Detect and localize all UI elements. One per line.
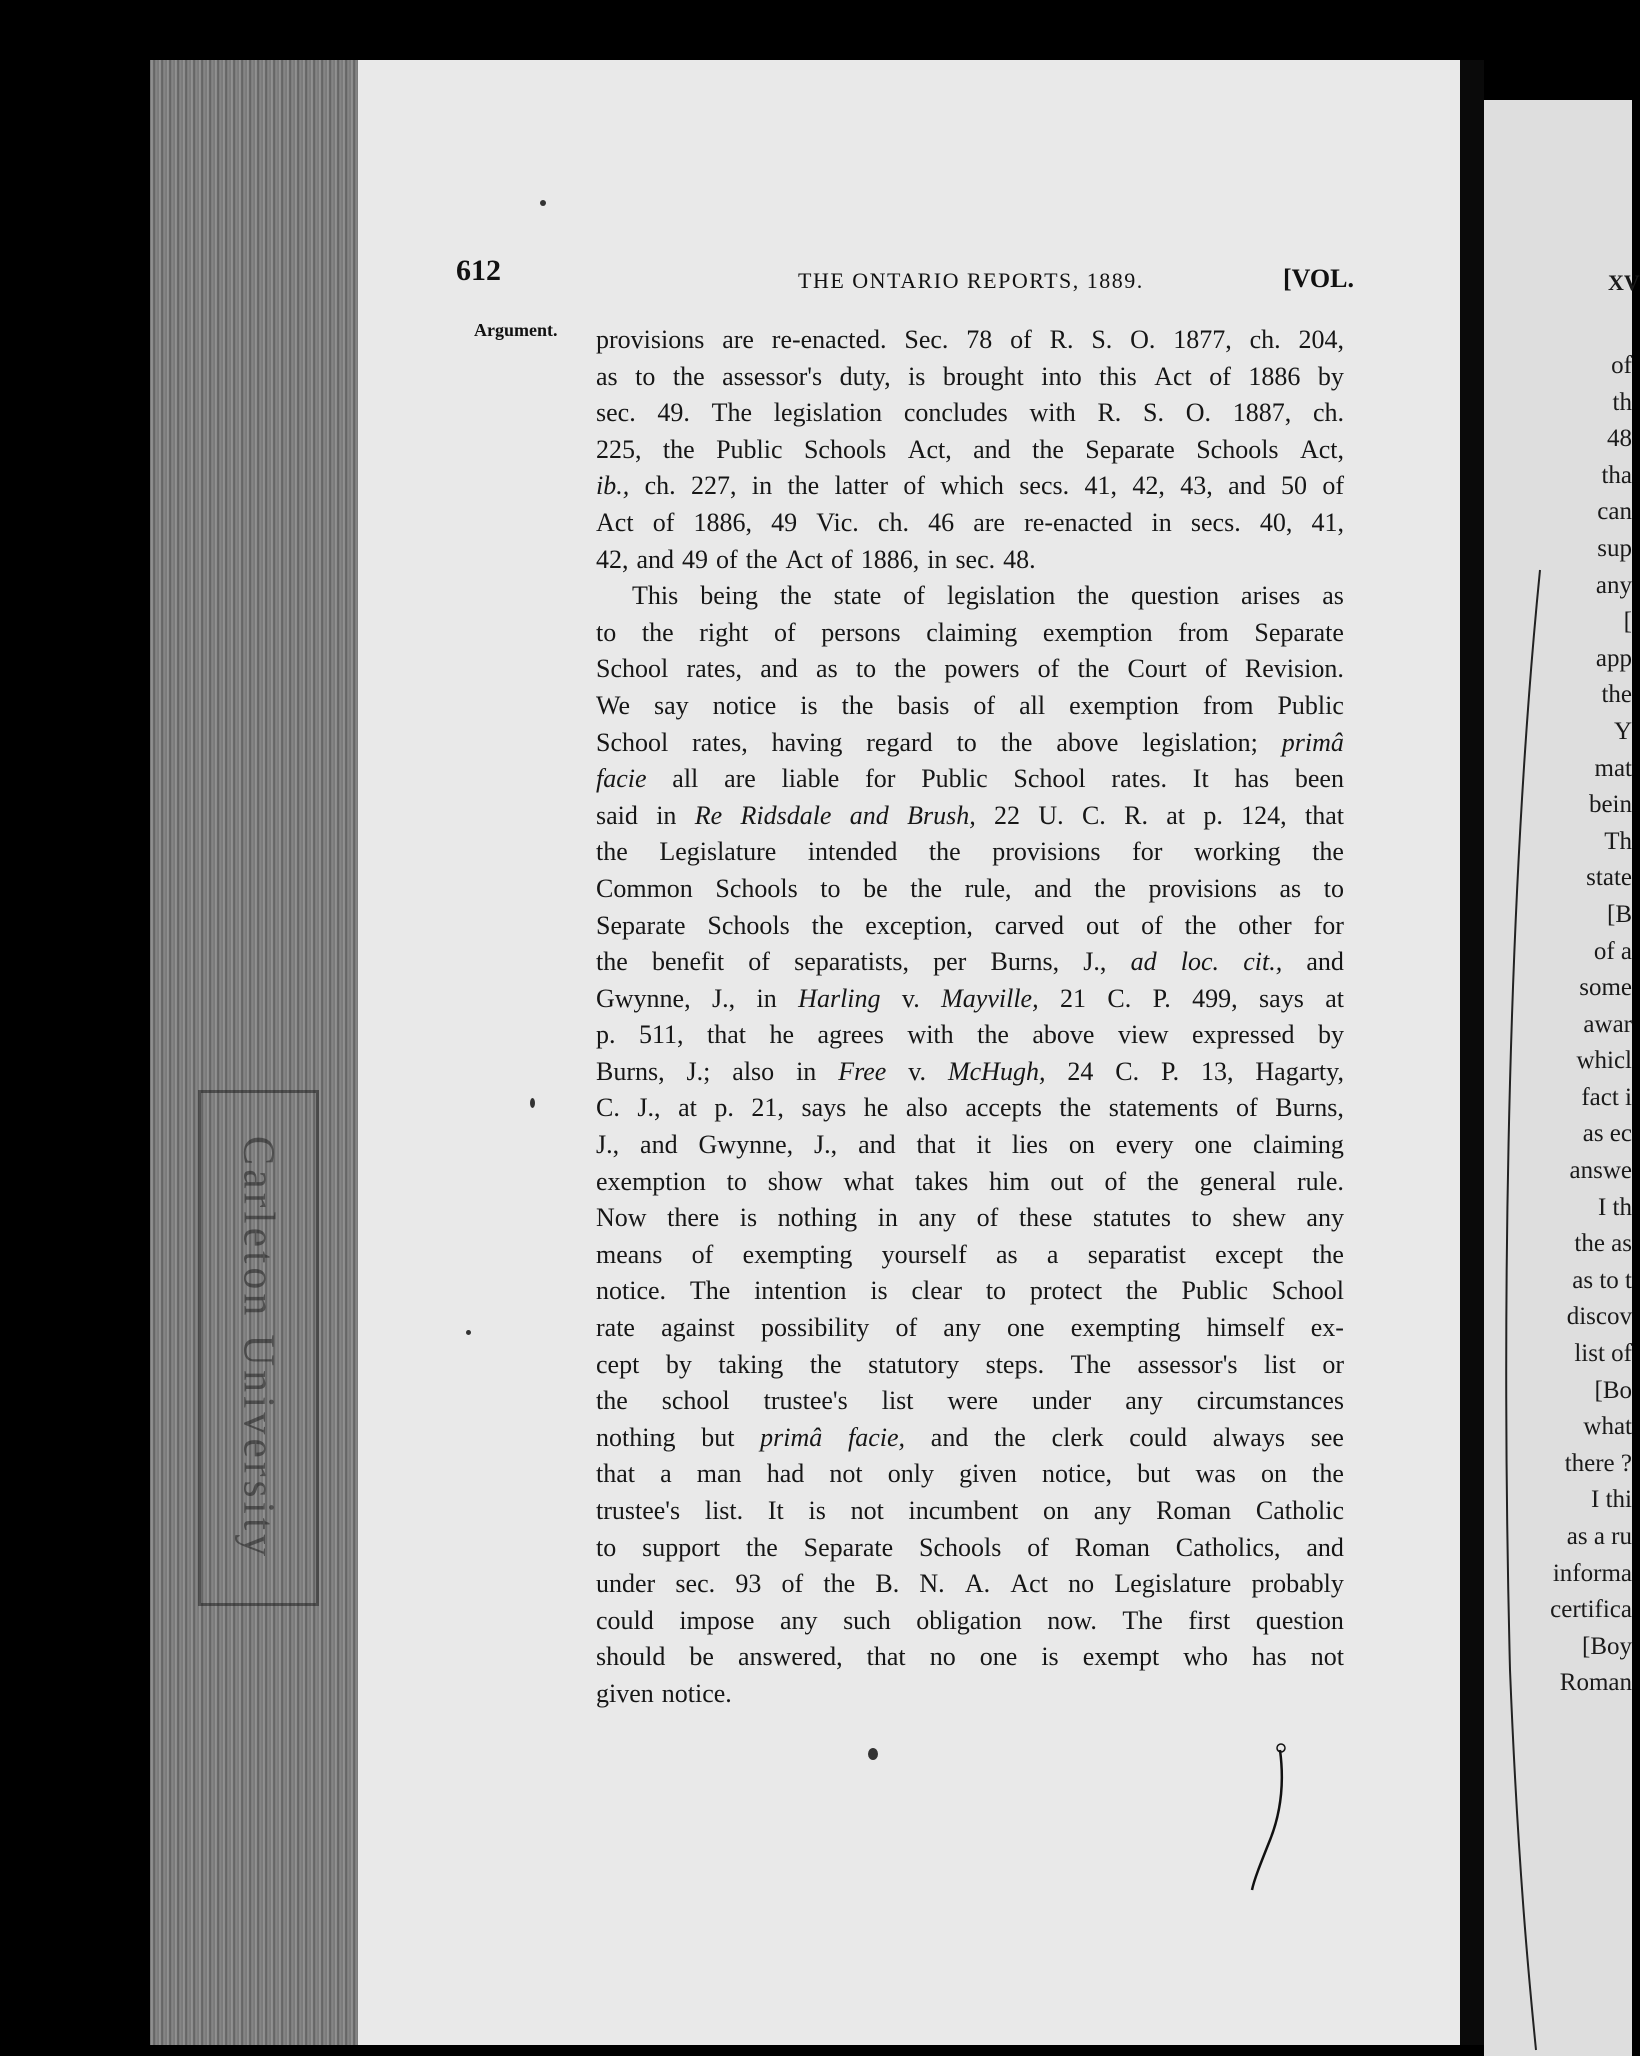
facing-text-fragment: the	[1601, 681, 1632, 709]
facing-text-fragment: discov	[1566, 1303, 1632, 1331]
facing-text-fragment: mat	[1594, 754, 1632, 782]
library-stamp-text: Carleton University	[234, 1135, 283, 1561]
facing-text-fragment: th	[1612, 388, 1632, 416]
body-text-line: Burns, J.; also in Free v. McHugh, 24 C. P. 13, Hagarty,	[596, 1056, 1344, 1086]
facing-text-fragment: [B	[1607, 900, 1632, 928]
facing-text-fragment: tha	[1601, 461, 1632, 489]
library-stamp	[198, 1090, 319, 1606]
body-text-line: School rates, having regard to the above legislation; primâ	[596, 727, 1344, 757]
body-text-line: that a man had not only given notice, but was on the	[596, 1459, 1344, 1489]
facing-text-fragment: whicl	[1576, 1047, 1632, 1075]
facing-text-fragment: as ec	[1582, 1120, 1632, 1148]
body-text-block	[596, 322, 1344, 1713]
facing-text-fragment: there ?	[1564, 1449, 1632, 1477]
body-text-line: J., and Gwynne, J., and that it lies on every one claiming	[596, 1130, 1344, 1160]
facing-running-head: XV	[1608, 270, 1640, 295]
body-text-line: p. 511, that he agrees with the above view expressed by	[596, 1020, 1344, 1050]
facing-text-fragment: app	[1595, 644, 1632, 672]
body-text-line: to support the Separate Schools of Roman Catholics, and	[596, 1532, 1344, 1562]
body-text-line: notice. The intention is clear to protect the Public School	[596, 1276, 1344, 1306]
volume-marker: [VOL.	[1283, 264, 1354, 293]
running-head: THE ONTARIO REPORTS, 1889.	[798, 268, 1144, 293]
body-text-line: 42, and 49 of the Act of 1886, in sec. 48.	[596, 544, 1036, 574]
body-text-line: the Legislature intended the provisions for working the	[596, 837, 1344, 867]
facing-text-fragment: of	[1611, 352, 1632, 379]
body-text-line: School rates, and as to the powers of the Court of Revision.	[596, 654, 1344, 684]
facing-text-fragment: sup	[1597, 534, 1632, 562]
paper-speck	[466, 1330, 471, 1335]
body-text-line: should be answered, that no one is exempt who has not	[596, 1642, 1344, 1672]
facing-text-fragment: informa	[1552, 1559, 1632, 1587]
facing-text-fragment: state	[1586, 864, 1632, 892]
facing-text-fragment: of a	[1593, 937, 1632, 965]
body-text-line: as to the assessor's duty, is brought into this Act of 1886 by	[596, 361, 1344, 391]
facing-text-fragment: [Bo	[1594, 1376, 1632, 1404]
facing-text-fragment: 48	[1607, 425, 1632, 453]
facing-text-fragment: some	[1579, 974, 1632, 1002]
book-gutter	[1460, 60, 1484, 2045]
body-text-line: 225, the Public Schools Act, and the Separate Schools Act,	[596, 434, 1344, 464]
facing-text-fragment: Y	[1613, 717, 1632, 745]
body-text-line: Common Schools to be the rule, and the provisions as to	[596, 873, 1344, 903]
body-text-line: the benefit of separatists, per Burns, J., ad loc. cit., and	[596, 947, 1344, 977]
body-text-line: the school trustee's list were under any circumstances	[596, 1386, 1344, 1416]
book-page-edges	[150, 60, 362, 2045]
facing-text-fragment: Th	[1604, 827, 1632, 855]
body-text-line: under sec. 93 of the B. N. A. Act no Legislature probably	[596, 1569, 1344, 1599]
facing-text-fragment: what	[1583, 1413, 1632, 1441]
paper-speck	[868, 1748, 878, 1760]
body-text-line: means of exempting yourself as a separatist except the	[596, 1239, 1344, 1269]
ink-pen-mark	[1240, 1740, 1300, 1900]
body-text-line: sec. 49. The legislation concludes with R. S. O. 1887, ch.	[596, 398, 1344, 428]
body-text-line: Now there is nothing in any of these statutes to shew any	[596, 1203, 1344, 1233]
facing-text-fragment: list of	[1574, 1340, 1632, 1368]
facing-text-fragment: I thi	[1591, 1486, 1632, 1514]
body-text-line: nothing but primâ facie, and the clerk could always see	[596, 1422, 1344, 1452]
facing-text-fragment: can	[1597, 498, 1632, 526]
facing-text-fragment: as a ru	[1566, 1523, 1632, 1550]
body-text-line: said in Re Ridsdale and Brush, 22 U. C. R. at p. 124, that	[596, 800, 1344, 830]
facing-text-fragment: [	[1623, 608, 1632, 636]
facing-text-fragment: [Boy	[1582, 1632, 1632, 1660]
facing-text-fragment: bein	[1588, 791, 1632, 819]
margin-pencil-line	[1500, 570, 1550, 2050]
side-note-argument: Argument.	[474, 320, 558, 340]
body-text-line: This being the state of legislation the question arises as	[632, 581, 1344, 611]
body-text-line: trustee's list. It is not incumbent on any Roman Catholic	[596, 1496, 1344, 1525]
paper-speck	[530, 1098, 535, 1108]
body-text-line: could impose any such obligation now. The first question	[596, 1605, 1344, 1635]
facing-text-fragment: certifica	[1550, 1596, 1632, 1624]
facing-text-fragment: Roman	[1559, 1669, 1632, 1697]
body-text-line: Separate Schools the exception, carved out of the other for	[596, 910, 1344, 940]
facing-text-fragment: awar	[1583, 1010, 1632, 1038]
facing-text-fragment: I th	[1597, 1193, 1632, 1221]
paper-speck	[540, 200, 546, 206]
body-text-line: C. J., at p. 21, says he also accepts the statements of Burns,	[596, 1093, 1344, 1123]
body-text-line: Act of 1886, 49 Vic. ch. 46 are re-enacted in secs. 40, 41,	[596, 507, 1344, 537]
facing-page	[1484, 100, 1640, 2056]
body-text-line: Gwynne, J., in Harling v. Mayville, 21 C. P. 499, says at	[596, 983, 1344, 1013]
body-text-line: exemption to show what takes him out of the general rule.	[596, 1166, 1344, 1196]
body-text-line: to the right of persons claiming exemption from Separate	[596, 617, 1344, 647]
body-text-line: provisions are re-enacted. Sec. 78 of R. S. O. 1877, ch. 204,	[596, 325, 1344, 354]
body-text-line: facie all are liable for Public School rates. It has been	[596, 764, 1344, 794]
body-text-line: ib., ch. 227, in the latter of which secs. 41, 42, 43, and 50 of	[596, 471, 1344, 501]
facing-text-fragment: as to t	[1572, 1266, 1632, 1294]
body-text-line: cept by taking the statutory steps. The assessor's list or	[596, 1349, 1344, 1379]
facing-text-fragment: answe	[1569, 1157, 1632, 1185]
facing-text-fragment: any	[1595, 571, 1632, 599]
body-text-line: We say notice is the basis of all exemption from Public	[596, 690, 1344, 720]
body-text-line: rate against possibility of any one exempting himself ex-	[596, 1313, 1344, 1343]
facing-text-fragment: fact i	[1581, 1083, 1632, 1111]
page-number: 612	[456, 254, 501, 287]
facing-text-fragment: the as	[1574, 1230, 1632, 1258]
body-text-line: given notice.	[596, 1678, 732, 1708]
